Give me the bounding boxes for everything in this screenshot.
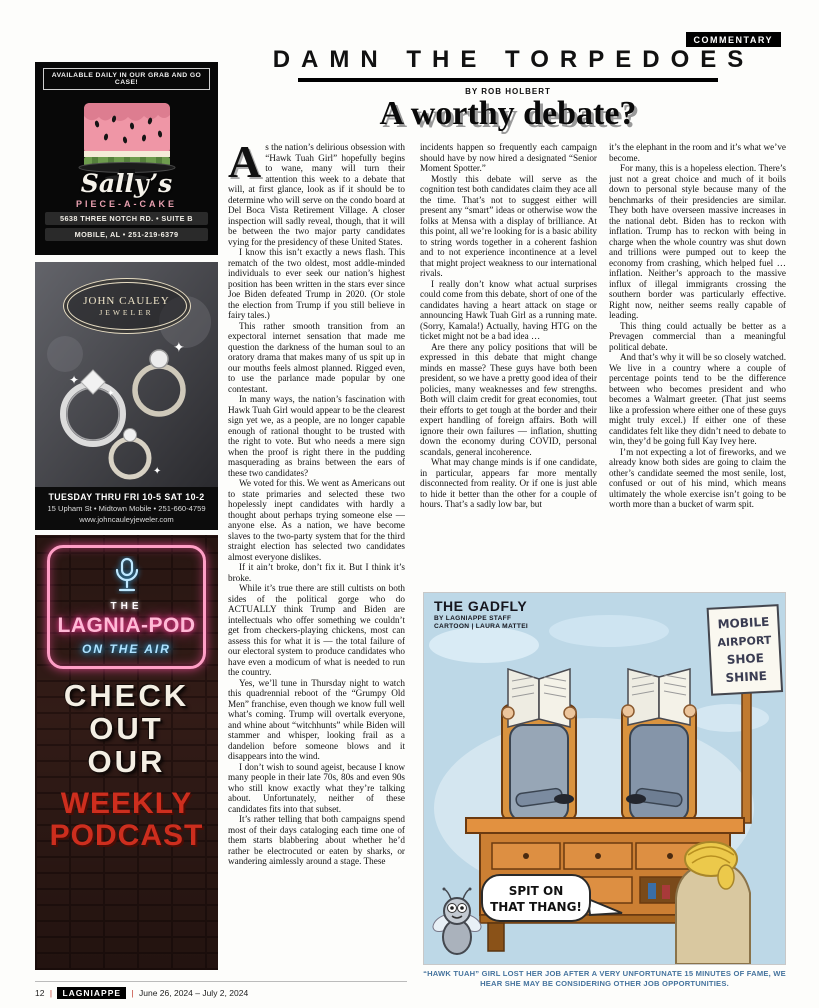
podcast-check-out-our [35,679,218,778]
editorial-cartoon [423,592,786,965]
speech-bubble-text: THAT THANG! [490,900,582,914]
sign-text: SHINE [725,668,768,685]
article-paragraph: This thing could actually be better as a Prevagen commercial than a meaningful political debate. [609,320,786,352]
ad-banner-text: AVAILABLE DAILY IN OUR GRAB AND GO CASE! [43,68,210,90]
podcast-weekly-text: WEEKLY [60,787,193,820]
dropcap: A [228,142,262,187]
article-paragraph-list [420,142,597,510]
sallys-phone: MOBILE, AL • 251-219-6379 [45,228,208,241]
jeweler-info [35,487,218,530]
podcast-check-text: OUR [87,744,166,779]
sparkle-icon: ✦ [69,373,80,387]
sign-text: MOBILE [717,614,770,632]
article-paragraph: We voted for this. We went as Americans out to state primaries and selected these two hopelessly inept candidates with hardly a thought about perhaps trying someone else — anyone else. As a nation, we have become slaves to the two-party system that for the third straight election has selected two candidates almost everyone dislikes. [228,478,405,562]
cartoon-title: THE GADFLY [434,598,528,614]
article-paragraph-list [228,247,405,867]
jeweler-address: 15 Upham St • Midtown Mobile • 251-660-4759 [47,504,206,513]
neon-title-text: LAGNIA-POD [57,614,196,637]
footer-separator: | [49,988,53,998]
podcast-check-text: OUT [89,711,164,746]
publication-name: LAGNIAPPE [57,987,126,999]
article-column-3 [609,142,786,594]
neon-on-air-text: ON THE AIR [82,642,171,656]
article-paragraph: I don’t wish to sound ageist, because I know many people in their late 70s, 80s and even 90s who still know exactly what they’re talking about. Unfortunately, neither of these candidates fits into that subset. [228,761,405,814]
footer-separator: | [131,988,134,998]
article-paragraph: And that’s why it will be so closely watched. We live in a country where a couple of percentage points tend to be the difference between who becomes president and who becomes a Walmart greeter. (That just seems like a profession where either one of these guys might truly excel.) If either one of these candidates felt like they didn’t need to debate to win, they’d be going full Kay Ivey here. [609,352,786,446]
article-paragraph: For many, this is a hopeless election. There’s just not a great choice and much of it boils down to personal style because many of the benchmarks of their presidencies are similar. They both have overseen massive increases in the national debt. Biden has to reckon with inflation. Trump has to reckon with being in charge when the whole country was shut down and trillions were pumped out to keep the economy from crashing, which helped fuel … inflation. Neither’s approach to the massive influx of illegal immigrants crossing the southern border was particularly effective. Right now, neither seems really capable of leading. [609,163,786,320]
lagniapod-neon-sign [47,545,206,669]
author-byline: BY ROB HOLBERT [465,86,551,96]
cartoon-caption: “HAWK TUAH” GIRL LOST HER JOB AFTER A VERY UNFORTUNATE 15 MINUTES OF FAME, WE HEAR SHE MAY BE CONSIDERING OTHER JOB OPPORTUNITIES. [423,969,786,988]
cartoon-drawing [424,593,785,964]
issue-dates: June 26, 2024 – July 2, 2024 [139,988,249,998]
section-tag: COMMENTARY [686,32,782,47]
article-paragraph: I really don’t know what actual surprises could come from this debate, short of one of the candidates having a heart attack on stage or announcing Hawk Tuah Girl as a running mate. (Sorry, Kamala!) Actually, having HTG on the ticket might not be a bad idea … [420,278,597,341]
sparkle-icon: ✦ [173,340,185,356]
column-masthead [238,46,778,96]
page-footer [35,988,248,998]
footer-rule [35,981,407,982]
ad-lagniapod-podcast [35,535,218,970]
sign-text: SHOE [726,650,765,667]
jeweler-name: JOHN CAULEY [83,295,170,307]
sallys-tagline: PIECE-A-CAKE [75,199,177,209]
microphone-icon [109,556,145,594]
ad-sallys-piece-a-cake [35,62,218,255]
podcast-podcast-text: PODCAST [49,819,204,852]
cartoon-header [434,598,528,630]
article-paragraph: Are there any policy positions that will be expressed in this debate that might change minds en masse? These guys have both been president, so we have a pretty good idea of their policies, many weaknesses and few strengths. Both will claim credit for great economies, tout their efforts to get tough at the border and their expert handling of foreign affairs. Both will ignore their own failures — inflation, shutting down the economy during COVID, personal scandals, general incoherence. [420,341,597,457]
neon-the-text: THE [110,601,143,612]
page-number: 12 [35,988,45,998]
article-paragraph: What may change minds is if one candidate, in particular, appears far more mentally disconnected from reality. Or if one is just able to hide it better than the other for a couple of hours. That’s a sadly low bar, but [420,457,597,509]
podcast-check-text: CHECK [63,678,190,713]
sparkle-icon: ✦ [153,466,162,477]
article-paragraph: While it’s true there are still cultists on both sides of the political gorge who do ACTUALLY think Trump and Biden are intellectuals who offer something we couldn’t get from checkers-playing chickens, most can assess this for what it is — the total failure of our electoral system to produce candidates who have even a modicum of what is needed to run the country. [228,583,405,677]
cartoon-credit: CARTOON | LAURA MATTEI [434,623,529,630]
jeweler-badge [67,282,187,330]
cartoon-byline: BY LAGNIAPPE STAFF [434,615,512,622]
article-paragraph: In many ways, the nation’s fascination with Hawk Tuah Girl would appear to be the clearest sign yet we, as a people, are no longer capable enough of rational thought to be trusted with the right to vote. But who needs a mere sign when the proof is right there in the pudding masquerading as brains between the ears of these two candidates? [228,394,405,478]
article-paragraph: Yes, we’ll tune in Thursday night to watch this quadrennial reboot of the “Grumpy Old Men” franchise, even though we know full well what’s coming. Trump will overtalk everyone, and whine about “witchhunts” while Biden will stammer and whisper, looking frail as a dandelion before someone blows and it disappears into the wind. [228,677,405,761]
jeweler-hours: TUESDAY THRU FRI 10-5 SAT 10-2 [48,492,205,502]
jeweler-website: www.johncauleyjeweler.com [79,515,174,524]
masthead-rule [298,78,718,82]
article-column-2 [420,142,597,594]
sallys-address: 5638 THREE NOTCH RD. • SUITE B [45,212,208,225]
sallys-logo: Sally’s [80,169,173,198]
ad-john-cauley-jeweler [35,262,218,530]
article-paragraph: I know this isn’t exactly a news flash. This rematch of the two oldest, most addle-minded individuals to ever seek our nation’s highest position has been written in the stars ever since Joe Biden defeated Trump in 2020. (Or stole the election from Trump if you still believe in fairy tales.) [228,247,405,320]
article-paragraph: Mostly this debate will serve as the cognition test both candidates claim they ace all the time. That’s not to suggest either will present any “smart” ideas or otherwise wow the folks at Mensa with a display of brilliance. At this point, all we’re looking for is a basic ability to string words together in a coherent fashion and to not experience incontinence at a level that might project weakness to our international rivals. [420,173,597,278]
jeweler-subtitle: JEWELER [99,308,154,317]
article-paragraph: s the nation’s delirious obsession with “Hawk Tuah Girl” hopefully begins to wane, many will turn their attention this week to a debate that will, at first glance, look as if it should be to determine who will serve on the condo board at Del Boca Vista Retirement Village. A closer inspection will sadly reveal, though, that it will be between the two major party candidates vying for the presidency of these United States. [228,142,405,247]
sparkle-icon: ✦ [107,389,115,399]
article-paragraph: incidents happen so frequently each campaign should have by now hired a designated “Senior Moment Spotter.” [420,142,597,173]
speech-bubble-text: SPIT ON [508,884,564,898]
article-title: A worthy debate? [379,95,637,132]
article-paragraph: If it ain’t broke, don’t fix it. But I think it’s broke. [228,562,405,583]
article-paragraph: It’s rather telling that both campaigns spend most of their days cataloging each time one of them starts blabbering about whether he’d rather be electrocuted or eaten by sharks, or wandering aimlessly around a stage. These [228,814,405,866]
masthead-title: DAMN THE TORPEDOES [272,46,755,73]
article-paragraph: I’m not expecting a lot of fireworks, and we already know both sides are going to claim the other’s candidate seemed the most senile, lost, confused or out of his mind, which means ultimately the whole exercise isn’t going to be worth more than a bucket of warm spit. [609,446,786,509]
watermelon-cake-image [61,93,193,181]
article-paragraph-list [609,142,786,510]
article-column-1 [228,142,405,966]
sign-text: AIRPORT [717,633,772,650]
article-paragraph: This rather smooth transition from an expectoral internet sensation that made me question the darkness of the human soul to an oratory drama that makes many of us spit up in our mouths feels almost planned. Rigged even, to use the parlance made popular by one contestant. [228,320,405,394]
article-lead-paragraph [228,142,405,247]
article-paragraph: it’s the elephant in the room and it’s what we’ve become. [609,142,786,163]
